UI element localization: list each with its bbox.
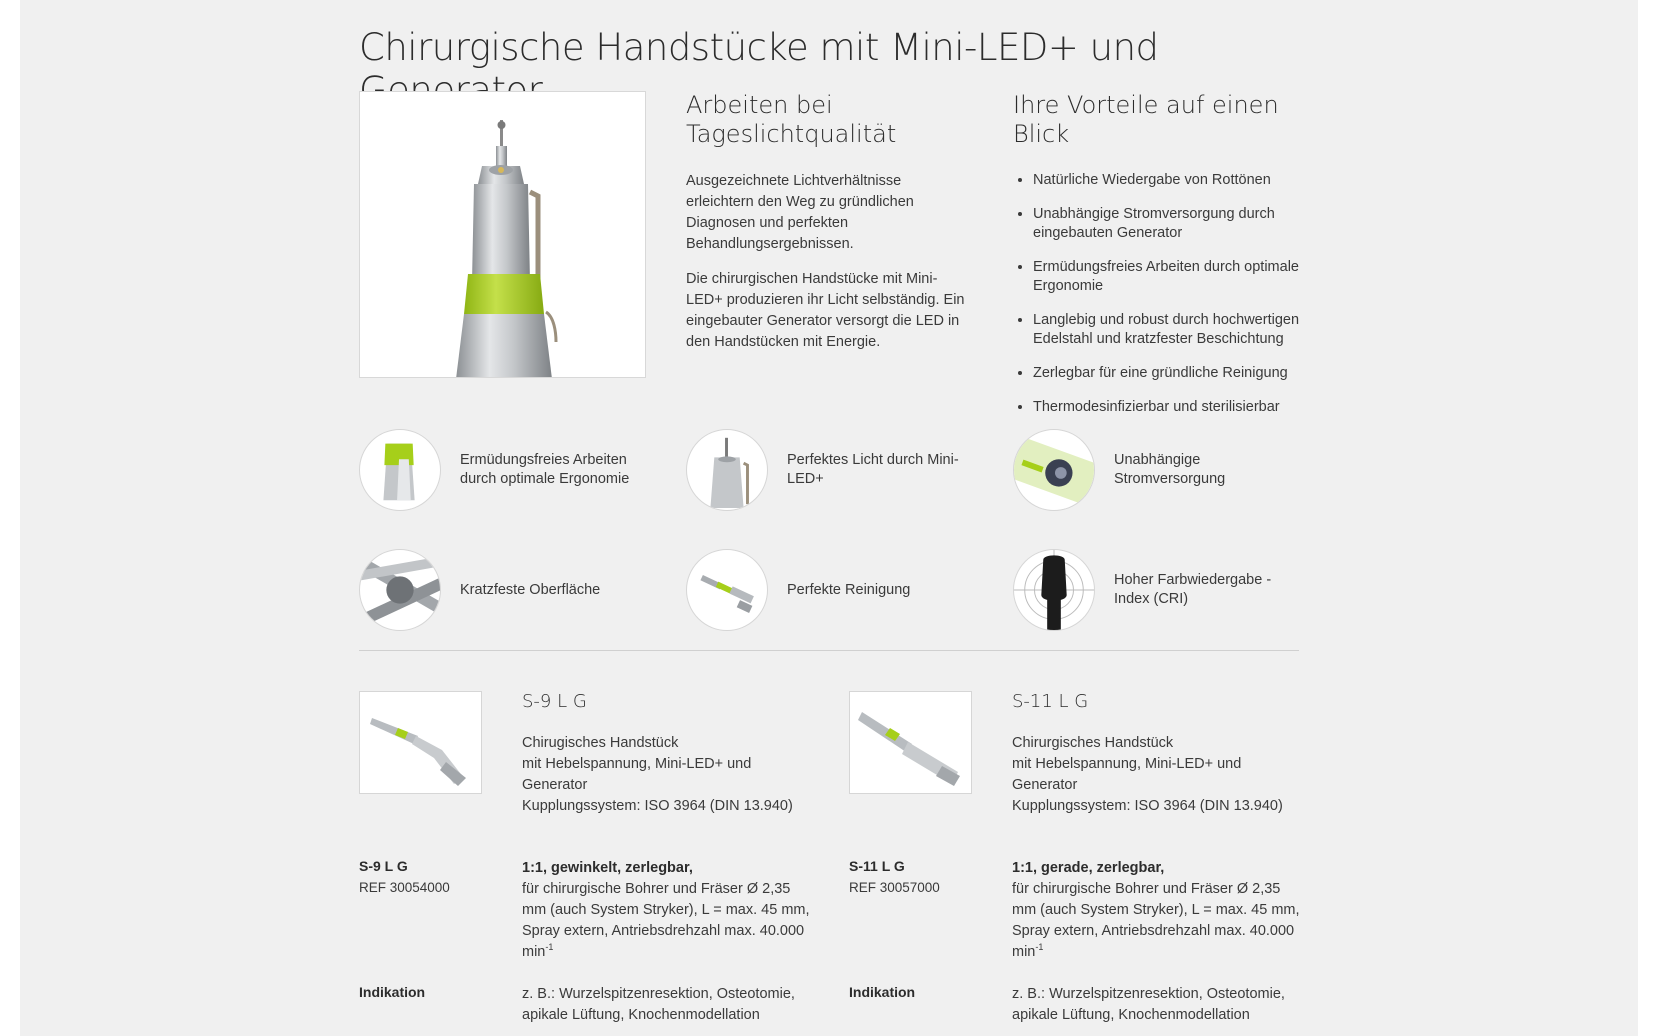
product-spec-bold: 1:1, gewinkelt, zerlegbar, [522,860,693,876]
product-spec [522,858,812,963]
product-code: S-11 L G [849,858,905,874]
ergonomics-icon [359,429,441,511]
generator-icon [1013,429,1095,511]
feature-label: Perfekte Reinigung [787,581,911,598]
scratch-resistant-icon [359,549,441,631]
product-thumbnail [849,691,972,794]
feature-label: Perfektes Licht durch Mini-LED+ [787,452,959,487]
advantage-item: • Langlebig und robust durch hochwertigen Edelstahl und kratzfester Beschichtung [1033,311,1319,349]
feature-ergonomics [359,429,659,511]
advantage-item: • Unabhängige Stromversorgung durch eingebauten Generator [1033,205,1319,243]
product-spec-text: für chirurgische Bohrer und Fräser Ø 2,35 mm (auch System Stryker), L = max. 45 mm, Spray extern, Antriebsdrehzahl max. 40.000 min [522,881,810,960]
feature-label: Unabhängige Stromversorgung [1114,452,1226,487]
feature-label: Kratzfeste Oberfläche [460,581,601,598]
product-description [522,733,812,817]
product-title: S-9 L G [522,691,587,712]
indication-label: Indikation [359,984,426,1000]
daylight-heading: Arbeiten bei Tageslichtqualität [686,91,897,148]
daylight-paragraph-1: Ausgezeichnete Lichtverhältnisse erleichtern den Weg zu gründlichen Diagnosen und perfekten Behandlungsergebnissen. [686,173,914,252]
product-description-line: Kupplungssystem: ISO 3964 (DIN 13.940) [1012,798,1283,814]
advantage-item: • Zerlegbar für eine gründliche Reinigung [1033,364,1319,383]
daylight-paragraph-2: Die chirurgischen Handstücke mit Mini-LED+ produzieren ihr Licht selbständig. Ein eingebauter Generator versorgt die LED in den Handstücken mit Energie. [686,271,965,350]
product-description [1012,733,1302,817]
advantages-list [1013,171,1319,417]
feature-led [686,429,986,511]
product-spec-sup: -1 [1035,942,1044,953]
feature-generator [1013,429,1313,511]
product-ref: REF 30054000 [359,880,450,895]
daylight-section [686,91,970,353]
indication-label: Indikation [849,984,916,1000]
feature-cleaning [686,549,986,631]
product-description-line: mit Hebelspannung, Mini-LED+ und Generator [1012,756,1242,793]
product-title: S-11 L G [1012,691,1089,712]
advantage-item: • Ermüdungsfreies Arbeiten durch optimale Ergonomie [1033,258,1319,296]
hero-product-image [359,91,646,378]
cleaning-icon [686,549,768,631]
feature-cri [1013,549,1313,631]
indication-text: z. B.: Wurzelspitzenresektion, Osteotomie, apikale Lüftung, Knochenmodellation [522,986,795,1023]
led-light-icon [686,429,768,511]
product-spec [1012,858,1302,963]
product-description-line: Chirurgisches Handstück [1012,735,1174,751]
main-content [359,0,1319,1036]
product-code: S-9 L G [359,858,408,874]
product-spec-bold: 1:1, gerade, zerlegbar, [1012,860,1165,876]
advantages-section [1013,91,1319,432]
product-thumbnail [359,691,482,794]
product-description-line: mit Hebelspannung, Mini-LED+ und Generator [522,756,752,793]
product-spec-text: für chirurgische Bohrer und Fräser Ø 2,35 mm (auch System Stryker), L = max. 45 mm, Spray extern, Antriebsdrehzahl max. 40.000 min [1012,881,1300,960]
page-title: Chirurgische Handstücke mit Mini-LED+ und [359,26,1159,69]
feature-scratch [359,549,659,631]
advantage-item: • Natürliche Wiedergabe von Rottönen [1033,171,1319,190]
product-description-line: Kupplungssystem: ISO 3964 (DIN 13.940) [522,798,793,814]
advantages-heading: Ihre Vorteile auf einen Blick [1013,91,1279,148]
advantage-item: • Thermodesinfizierbar und sterilisierbar [1033,398,1319,417]
product-ref: REF 30057000 [849,880,940,895]
page-background [20,0,1638,1036]
section-divider [359,650,1299,651]
feature-label: Ermüdungsfreies Arbeiten durch optimale Ergonomie [460,452,630,487]
cri-icon [1013,549,1095,631]
product-description-line: Chirugisches Handstück [522,735,679,751]
feature-label: Hoher Farbwiedergabe - Index (CRI) [1114,572,1272,607]
indication-text: z. B.: Wurzelspitzenresektion, Osteotomie, apikale Lüftung, Knochenmodellation [1012,986,1285,1023]
product-spec-sup: -1 [545,942,554,953]
handpiece-illustration [360,92,646,378]
